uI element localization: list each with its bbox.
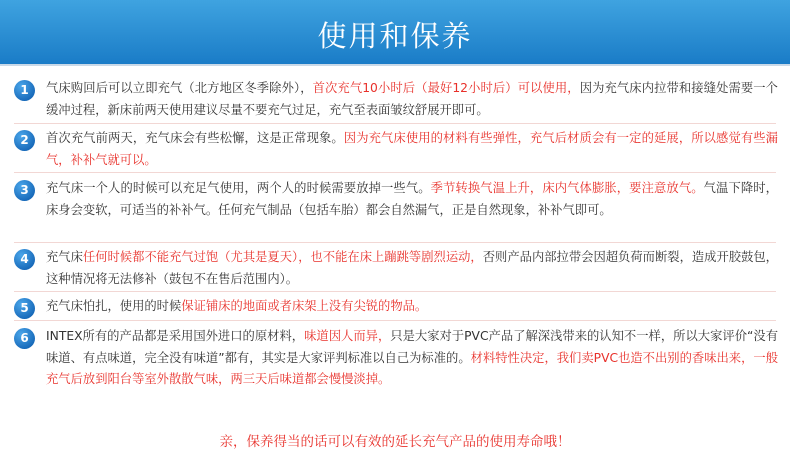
footer-note: 亲，保养得当的话可以有效的延长充气产品的使用寿命哦！ [219, 434, 571, 450]
item-text: 充气床一个人的时候可以充足气使用，两个人的时候需要放掉一些气。季节转换气温上升，床内气体膨胀，要注意放气。气温下降时，床身会变软，可适当的补补气。任何充气制品（包括车胎）都会自然漏气，正是自然现象，补补气即可。 [46, 181, 778, 217]
item-text: INTEX所有的产品都是采用国外进口的原材料，味道因人而异，只是大家对于PVC产品了解深浅带来的认知不一样，所以大家评价“没有味道、有点味道，完全没有味道”都有，其实是大家评判标准以自己为标准的。材料特性决定，我们卖PVC也造不出别的香味出来，一般充气后放到阳台等室外散散气味，两三天后味道都会慢慢淡掉。 [46, 329, 778, 386]
number-badge: 3 [14, 180, 35, 201]
number-badge: 4 [14, 249, 35, 270]
number-badge: 2 [14, 130, 35, 151]
item-text: 充气床任何时候都不能充气过饱（尤其是夏天），也不能在床上蹦跳等剧烈运动，否则产品内部拉带会因超负荷而断裂，造成开胶鼓包，这种情况将无法修补（鼓包不在售后范围内）。 [46, 250, 778, 286]
number-badge: 6 [14, 328, 35, 349]
divider [14, 123, 776, 124]
divider [14, 172, 776, 173]
item-text: 首次充气前两天，充气床会有些松懈，这是正常现象。因为充气床使用的材料有些弹性，充气后材质会有一定的延展，所以感觉有些漏气，补补气就可以。 [46, 131, 778, 167]
number-badge: 1 [14, 80, 35, 101]
divider [14, 291, 776, 292]
divider [14, 320, 776, 321]
item-text: 气床购回后可以立即充气（北方地区冬季除外），首次充气10小时后（最好12小时后）可以使用，因为充气床内拉带和接缝处需要一个缓冲过程，新床前两天使用建议尽量不要充气过足，充气至表面皱纹舒展开即可。 [46, 81, 778, 117]
divider [14, 242, 776, 243]
number-badge: 5 [14, 298, 35, 319]
page-title: 使用和保养 [317, 19, 473, 53]
header-banner [0, 0, 790, 64]
item-text: 充气床怕扎，使用的时候保证铺床的地面或者床架上没有尖锐的物品。 [46, 299, 428, 313]
